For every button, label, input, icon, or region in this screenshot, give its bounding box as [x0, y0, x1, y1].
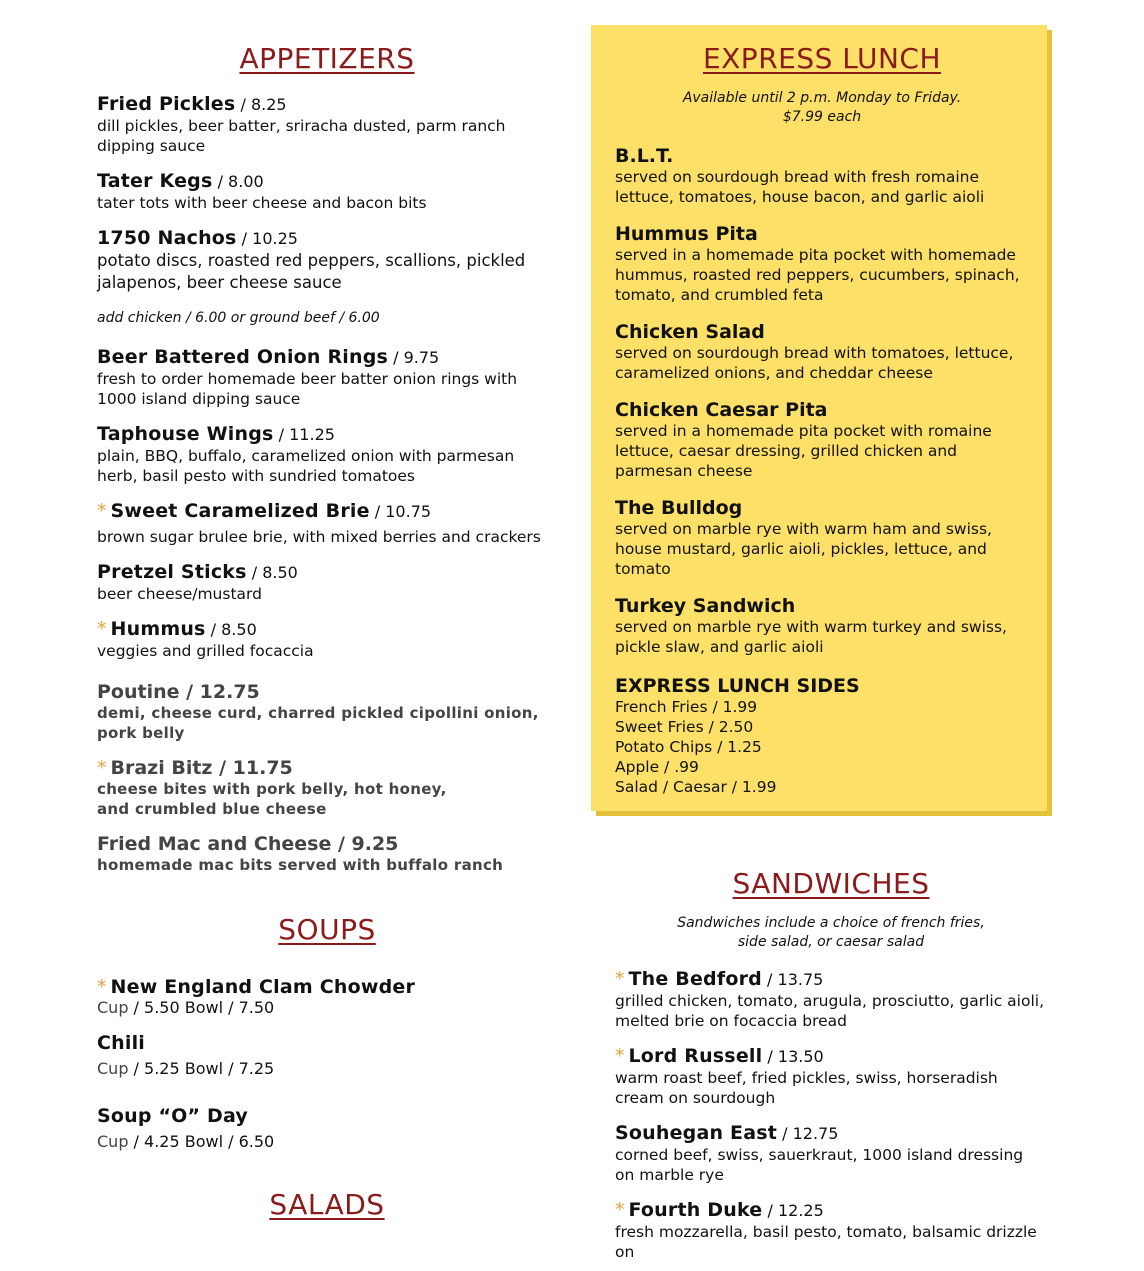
side-item: French Fries / 1.99 [615, 698, 758, 716]
express-lunch-title: EXPRESS LUNCH [702, 42, 942, 75]
signature-star-icon: * [97, 618, 107, 640]
item-description: served on marble rye with warm turkey and swiss, pickle slaw, and garlic aioli [615, 618, 1007, 656]
item-name: Fourth Duke [628, 1199, 763, 1221]
signature-star-icon: * [97, 757, 107, 779]
sandwiches-section [591, 867, 1047, 1262]
item-name: Fried Pickles [97, 93, 236, 115]
menu-item [97, 681, 557, 743]
item-name: Chicken Salad [615, 321, 765, 343]
menu-item [97, 93, 557, 156]
cup-label: Cup [97, 1059, 129, 1078]
item-description: served on sourdough bread with fresh romaine lettuce, tomatoes, house bacon, and garlic aioli [615, 168, 985, 206]
menu-item [97, 757, 557, 819]
left-column [97, 42, 557, 1221]
item-description: served in a homemade pita pocket with romaine lettuce, caesar dressing, grilled chicken and parmesan cheese [615, 422, 992, 480]
soup-item [97, 976, 557, 1018]
item-name: The Bulldog [615, 497, 743, 519]
item-name: Taphouse Wings [97, 423, 274, 445]
cup-label: Cup [97, 998, 129, 1017]
menu-item [97, 618, 557, 661]
signature-star-icon: * [615, 1045, 625, 1067]
item-description: potato discs, roasted red peppers, scallions, pickled jalapenos, beer cheese sauce [97, 251, 526, 292]
item-price: / 13.50 [762, 1047, 824, 1066]
item-price: / 8.00 [212, 172, 264, 191]
express-item [615, 497, 1029, 579]
item-price: / 13.75 [761, 970, 824, 989]
price-note: $7.99 each [782, 109, 862, 125]
sandwich-sides-note: Sandwiches include a choice of french fries, [677, 915, 985, 931]
item-description: tater tots with beer cheese and bacon bits [97, 194, 427, 212]
item-price: / 9.75 [388, 348, 440, 367]
signature-star-icon: * [615, 1199, 625, 1221]
appetizers-title: APPETIZERS [239, 42, 415, 75]
item-name: Poutine / 12.75 [97, 681, 260, 703]
sandwich-item [615, 1199, 1047, 1262]
side-item: Sweet Fries / 2.50 [615, 718, 754, 736]
item-description: served on marble rye with warm ham and swiss, house mustard, garlic aioli, pickles, lettuce, and tomato [615, 520, 992, 578]
item-price: / 10.25 [236, 229, 298, 248]
item-price: / 12.75 [777, 1124, 839, 1143]
item-price: / 10.75 [369, 502, 432, 521]
express-item [615, 321, 1029, 383]
item-name: Soup “O” Day [97, 1105, 249, 1127]
soup-prices: / 5.25 Bowl / 7.25 [128, 1059, 275, 1078]
cup-label: Cup [97, 1132, 129, 1151]
item-description: dill pickles, beer batter, sriracha dusted, parm ranch dipping sauce [97, 117, 506, 155]
express-item [615, 399, 1029, 481]
express-item [615, 223, 1029, 305]
menu-item [97, 561, 557, 604]
item-name: B.L.T. [615, 145, 674, 167]
item-name: Chicken Caesar Pita [615, 399, 828, 421]
item-name: Chili [97, 1032, 146, 1054]
item-description: served in a homemade pita pocket with homemade hummus, roasted red peppers, cucumbers, spinach, tomato, and crumbled feta [615, 246, 1020, 304]
item-name: Fried Mac and Cheese / 9.25 [97, 833, 399, 855]
item-price: / 8.50 [246, 563, 298, 582]
item-description: demi, cheese curd, charred pickled cipollini onion, pork belly [97, 704, 539, 742]
item-description: warm roast beef, fried pickles, swiss, horseradish cream on sourdough [615, 1069, 998, 1107]
menu-item [97, 346, 557, 409]
item-name: 1750 Nachos [97, 227, 237, 249]
item-description: served on sourdough bread with tomatoes, lettuce, caramelized onions, and cheddar cheese [615, 344, 1014, 382]
menu-item [97, 227, 557, 294]
express-item [615, 595, 1029, 657]
side-item: Apple / .99 [615, 758, 699, 776]
soup-item [97, 1105, 557, 1152]
express-item [615, 145, 1029, 207]
sandwiches-title: SANDWICHES [732, 867, 930, 900]
item-name: Tater Kegs [97, 170, 213, 192]
express-lunch-box [591, 25, 1047, 811]
item-description: veggies and grilled focaccia [97, 642, 314, 660]
side-item: Potato Chips / 1.25 [615, 738, 762, 756]
item-description: grilled chicken, tomato, arugula, prosciutto, garlic aioli, melted brie on focaccia bread [615, 992, 1045, 1030]
item-price: / 8.25 [235, 95, 287, 114]
item-price: / 12.25 [762, 1201, 824, 1220]
item-name: Brazi Bitz / 11.75 [110, 757, 293, 779]
item-name: Hummus [110, 618, 206, 640]
signature-star-icon: * [97, 500, 107, 522]
menu-item [97, 170, 557, 213]
item-name: Hummus Pita [615, 223, 758, 245]
item-description: beer cheese/mustard [97, 585, 262, 603]
salads-title: SALADS [269, 1188, 385, 1221]
menu-item [97, 833, 557, 875]
item-name: Sweet Caramelized Brie [110, 500, 370, 522]
menu-item [97, 423, 557, 486]
sandwich-item [615, 1122, 1047, 1185]
menu-item [97, 500, 557, 547]
item-name: New England Clam Chowder [110, 976, 416, 998]
soups-title: SOUPS [278, 913, 376, 946]
availability-note: Available until 2 p.m. Monday to Friday. [682, 90, 962, 106]
item-description: corned beef, swiss, sauerkraut, 1000 island dressing on marble rye [615, 1146, 1024, 1184]
sandwich-sides-note-line2: side salad, or caesar salad [737, 934, 925, 950]
item-name: Pretzel Sticks [97, 561, 247, 583]
item-description: homemade mac bits served with buffalo ranch [97, 856, 504, 874]
side-item: Salad / Caesar / 1.99 [615, 778, 777, 796]
item-description: fresh to order homemade beer batter onion rings with 1000 island dipping sauce [97, 370, 518, 408]
soup-prices: / 4.25 Bowl / 6.50 [128, 1132, 275, 1151]
item-description: fresh mozzarella, basil pesto, tomato, balsamic drizzle on [615, 1223, 1037, 1261]
item-description: and crumbled blue cheese [97, 800, 327, 818]
soup-prices: / 5.50 Bowl / 7.50 [128, 998, 275, 1017]
item-price: / 11.25 [273, 425, 335, 444]
soup-item [97, 1032, 557, 1079]
sandwich-item [615, 968, 1047, 1031]
item-name: Lord Russell [628, 1045, 763, 1067]
item-name: Turkey Sandwich [615, 595, 796, 617]
express-sides-title: EXPRESS LUNCH SIDES [615, 675, 860, 697]
item-description: cheese bites with pork belly, hot honey, [97, 780, 447, 798]
item-name: The Bedford [628, 968, 762, 990]
item-description: plain, BBQ, buffalo, caramelized onion with parmesan herb, basil pesto with sundried tomatoes [97, 447, 515, 485]
signature-star-icon: * [615, 968, 625, 990]
item-name: Souhegan East [615, 1122, 778, 1144]
signature-star-icon: * [97, 976, 107, 998]
item-price: / 8.50 [205, 620, 257, 639]
add-protein-note: add chicken / 6.00 or ground beef / 6.00 [97, 310, 380, 326]
sandwich-item [615, 1045, 1047, 1108]
item-name: Beer Battered Onion Rings [97, 346, 389, 368]
right-column [591, 25, 1047, 1262]
item-description: brown sugar brulee brie, with mixed berries and crackers [97, 528, 541, 546]
